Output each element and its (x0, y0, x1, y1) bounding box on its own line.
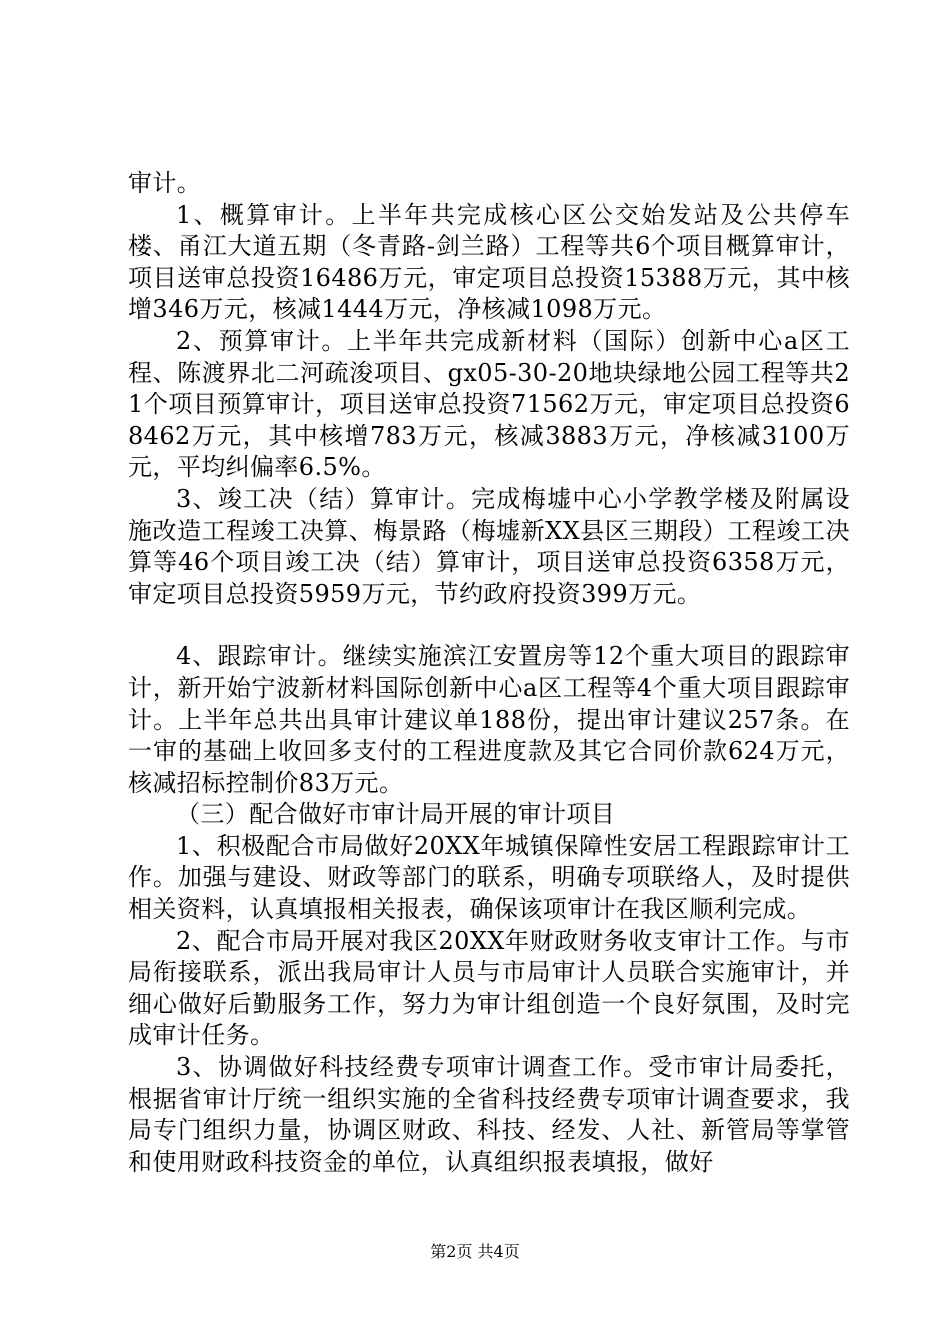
paragraph-tech-funds-audit: 3、协调做好科技经费专项审计调查工作。受市审计局委托，根据省审计厅统一组织实施的全省科技经费专项审计调查要求，我局专门组织力量，协调区财政、科技、经发、人社、新管局等掌管和使用财政科技资金的单位，认真组织报表填报，做好 (128, 1053, 850, 1176)
paragraph-housing-audit: 1、积极配合市局做好20XX年城镇保障性安居工程跟踪审计工作。加强与建设、财政等部门的联系，明确专项联络人，及时提供相关资料，认真填报相关报表，确保该项审计在我区顺利完成。 (128, 831, 850, 924)
paragraph-budget-audit: 2、预算审计。上半年共完成新材料（国际）创新中心a区工程、陈渡界北二河疏浚项目、gx05-30-20地块绿地公园工程等共21个项目预算审计，项目送审总投资71562万元，审定项目总投资68462万元，其中核增783万元，核减3883万元，净核减3100万元，平均纠偏率6.5%。 (128, 326, 850, 482)
section-heading: （三）配合做好市审计局开展的审计项目 (176, 800, 616, 829)
paragraph-continuation: 审计。 (128, 169, 202, 197)
paragraph-finance-audit: 2、配合市局开展对我区20XX年财政财务收支审计工作。与市局衔接联系，派出我局审计人员与市局审计人员联合实施审计，并细心做好后勤服务工作，努力为审计组创造一个良好氛围，及时完成审计任务。 (128, 926, 850, 1050)
paragraph-tracking-audit: 4、跟踪审计。继续实施滨江安置房等12个重大项目的跟踪审计，新开始宁波新材料国际创新中心a区工程等4个重大项目跟踪审计。上半年总共出具审计建议单188份，提出审计建议257条。在一审的基础上收回多支付的工程进度款及其它合同价款624万元，核减招标控制价83万元。 (128, 642, 850, 797)
paragraph-budget-estimate-audit: 1、概算审计。上半年共完成核心区公交始发站及公共停车楼、甬江大道五期（冬青路-剑兰路）工程等共6个项目概算审计，项目送审总投资16486万元，审定项目总投资15388万元，其中核增346万元，核减1444万元，净核减1098万元。 (128, 200, 850, 324)
document-body (128, 168, 850, 1178)
paragraph-final-accounts-audit: 3、竣工决（结）算审计。完成梅墟中心小学教学楼及附属设施改造工程竣工决算、梅景路（梅墟新XX县区三期段）工程竣工决算等46个项目竣工决（结）算审计，项目送审总投资6358万元，审定项目总投资5959万元，节约政府投资399万元。 (128, 484, 850, 608)
page-footer: 第2页 共4页 (430, 1242, 520, 1261)
